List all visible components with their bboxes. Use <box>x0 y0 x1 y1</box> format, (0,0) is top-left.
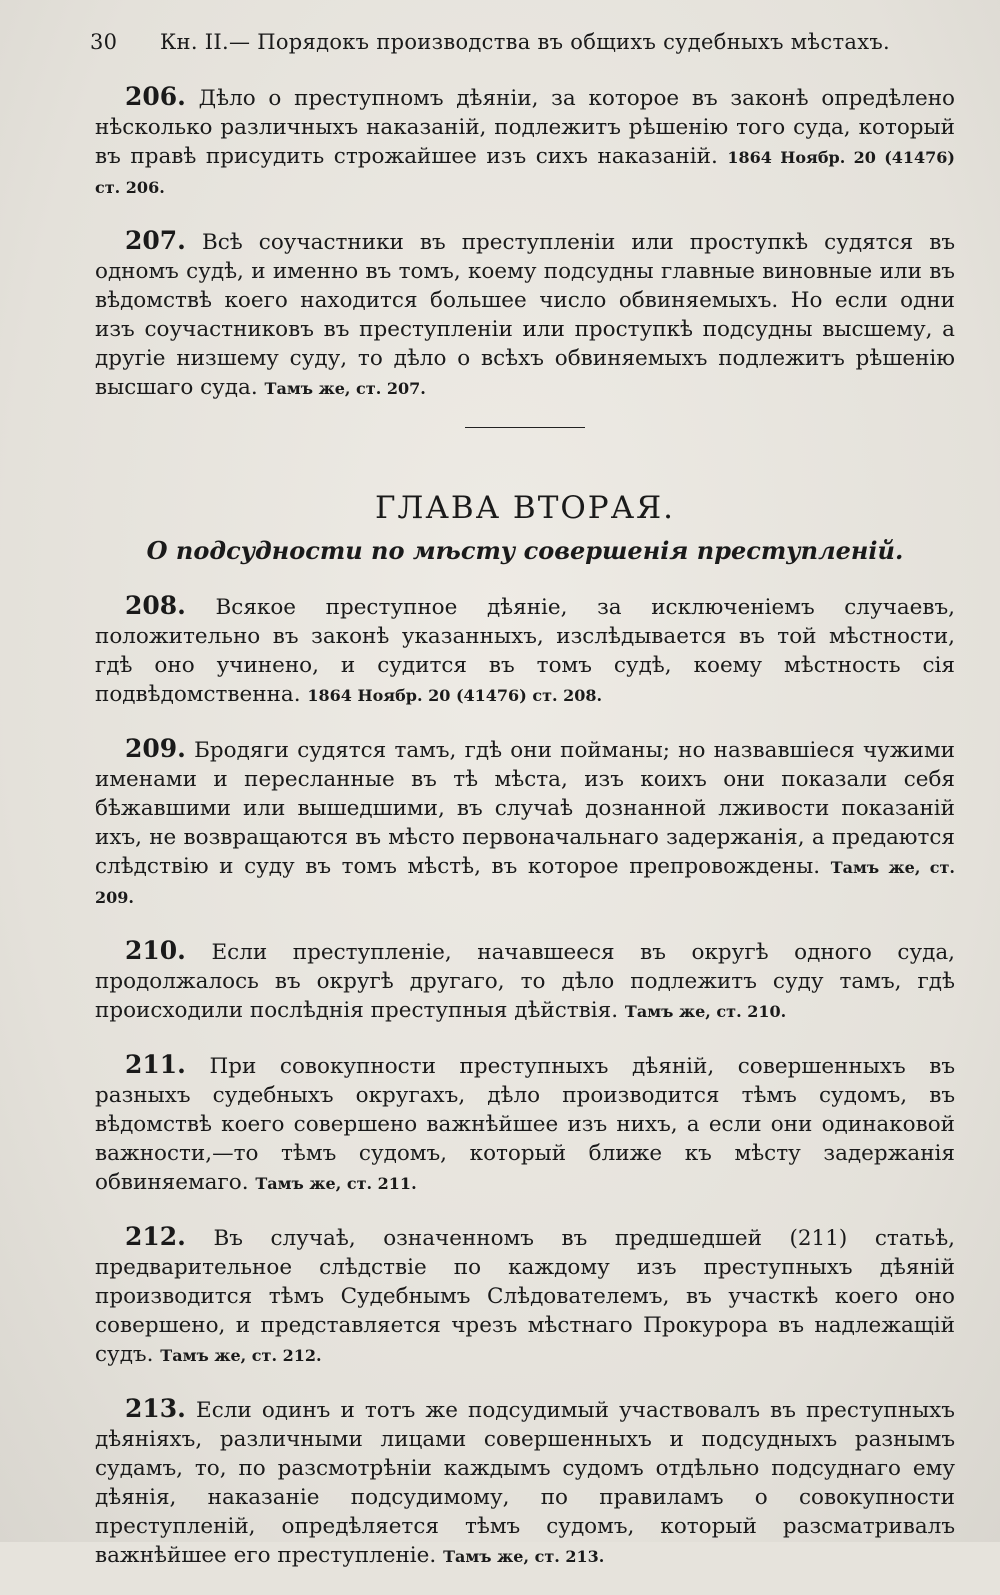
article-text: Если преступленіе, начавшееся въ округѣ одного суда, продолжалось въ округѣ другаго, то дѣло подлежитъ суду тамъ, гдѣ происходили послѣднія преступныя дѣйствія. <box>95 940 955 1023</box>
article-text: При совокупности преступныхъ дѣяній, совершенныхъ въ разныхъ судебныхъ округахъ, дѣло производится тѣмъ судомъ, въ вѣдомствѣ коего совершено важнѣйшее изъ нихъ, а если они одинаковой важности,—то тѣмъ судомъ, который ближе къ мѣсту задержанія обвиняемаго. <box>95 1054 955 1195</box>
chapter-subtitle: О подсудности по мѣсту совершенія преступленій. <box>146 536 904 565</box>
article-text: Всякое преступное дѣяніе, за исключеніемъ случаевъ, положительно въ законѣ указанныхъ, изслѣдывается въ той мѣстности, гдѣ оно учинено, и судится въ томъ судѣ, коему мѣстность сія подвѣдомственна. <box>95 595 955 707</box>
article-reference: Тамъ же, ст. 209. <box>95 858 956 907</box>
article-paragraph <box>95 1050 955 1198</box>
article-reference: 1864 Ноябр. 20 (41476) ст. 208. <box>307 686 603 705</box>
article-number: 211. <box>125 1050 186 1079</box>
article-number: 212. <box>125 1222 186 1251</box>
article-text: Въ случаѣ, означенномъ въ предшедшей (211) статьѣ, предварительное слѣдствіе по каждому изъ преступныхъ дѣяній производится тѣмъ Судебнымъ Слѣдователемъ, въ участкѣ коего оно совершено, и представляется чрезъ мѣстнаго Прокурора въ надлежащій судъ. <box>95 1226 955 1367</box>
article-number: 208. <box>125 591 186 620</box>
running-title: Кн. II.— Порядокъ производства въ общихъ судебныхъ мѣстахъ. <box>160 30 890 54</box>
article-number: 213. <box>125 1394 186 1423</box>
section-divider <box>465 427 585 428</box>
article-reference: Тамъ же, ст. 210. <box>624 1002 787 1021</box>
article-reference: Тамъ же, ст. 212. <box>160 1346 322 1365</box>
articles-bottom <box>95 591 955 1571</box>
article-paragraph <box>95 936 955 1026</box>
article-reference: Тамъ же, ст. 211. <box>255 1174 417 1193</box>
article-number: 209. <box>125 734 186 763</box>
article-paragraph <box>95 591 955 710</box>
article-number: 207. <box>125 226 186 255</box>
article-paragraph <box>95 1222 955 1370</box>
article-text: Дѣло о преступномъ дѣяніи, за которое въ законѣ опредѣлено нѣсколько различныхъ наказаній, подлежитъ рѣшенію того суда, который въ правѣ присудить строжайшее изъ сихъ наказаній. <box>95 86 955 169</box>
article-number: 206. <box>125 82 186 111</box>
article-number: 210. <box>125 936 186 965</box>
chapter-title: ГЛАВА ВТОРАЯ. <box>374 490 676 526</box>
article-reference: Тамъ же, ст. 207. <box>264 379 426 398</box>
article-text: Если одинъ и тотъ же подсудимый участвовалъ въ преступныхъ дѣяніяхъ, различными лицами совершенныхъ и подсудныхъ разнымъ судамъ, то, по разсмотрѣніи каждымъ судомъ отдѣльно подсуднаго ему дѣянія, наказаніе подсудимому, по правиламъ о совокупности преступленій, опредѣляется тѣмъ судомъ, который разсматривалъ важнѣйшее его преступленіе. <box>95 1398 955 1568</box>
article-text: Всѣ соучастники въ преступленіи или проступкѣ судятся въ одномъ судѣ, и именно въ томъ, коему подсудны главные виновные или въ вѣдомствѣ коего находится большее число обвиняемыхъ. Но если одни изъ соучастниковъ въ преступленіи или проступкѣ подсудны высшему, а другіе низшему суду, то дѣло о всѣхъ обвиняемыхъ подлежитъ рѣшенію высшаго суда. <box>95 230 955 400</box>
articles-top <box>95 82 955 403</box>
article-reference: 1864 Ноябр. 20 (41476) ст. 206. <box>95 148 955 197</box>
article-paragraph <box>95 1394 955 1571</box>
page-number: 30 <box>90 30 118 54</box>
page-body <box>95 82 955 1595</box>
article-reference: Тамъ же, ст. 213. <box>443 1547 605 1566</box>
article-paragraph <box>95 734 955 912</box>
article-paragraph <box>95 82 955 202</box>
article-paragraph <box>95 226 955 403</box>
article-text: Бродяги судятся тамъ, гдѣ они пойманы; но назвавшіеся чужими именами и пересланные въ тѣ мѣста, изъ коихъ они показали себя бѣжавшими или вышедшими, въ случаѣ дознанной лживости показаній ихъ, не возвращаются въ мѣсто первоначальнаго задержанія, а предаются слѣдствію и суду въ томъ мѣстѣ, въ которое препровождены. <box>95 738 955 879</box>
page-header <box>90 30 950 54</box>
